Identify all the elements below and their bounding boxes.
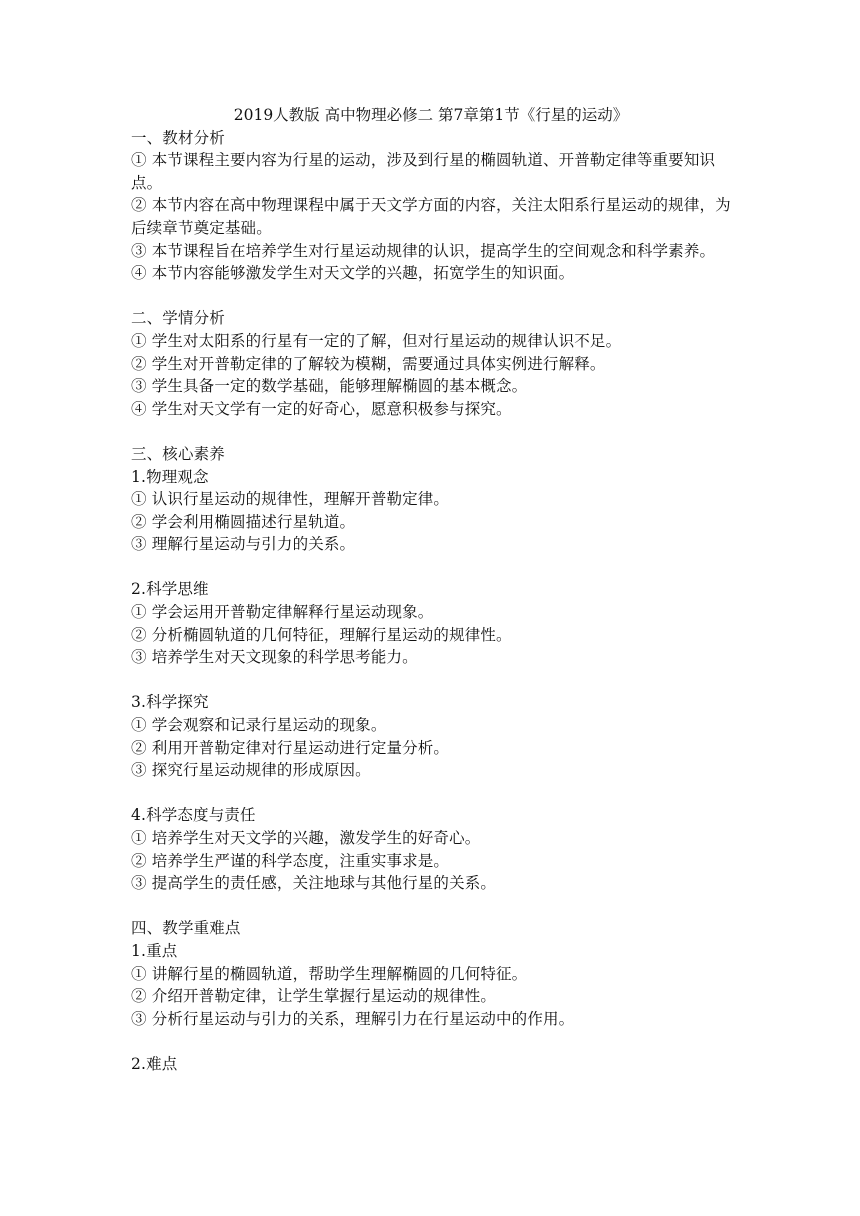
spacer <box>131 895 731 918</box>
list-item: ④ 学生对天文学有一定的好奇心，愿意积极参与探究。 <box>131 399 512 418</box>
list-item: ② 介绍开普勒定律，让学生掌握行星运动的规律性。 <box>131 987 497 1006</box>
subsection-heading: 4.科学态度与责任 <box>131 806 256 825</box>
list-item: ② 学生对开普勒定律的了解较为模糊，需要通过具体实例进行解释。 <box>131 354 606 373</box>
list-item: ① 学生对太阳系的行星有一定的了解，但对行星运动的规律认识不足。 <box>131 331 622 350</box>
list-item: ① 认识行星运动的规律性，理解开普勒定律。 <box>131 490 450 509</box>
list-item: ③ 分析行星运动与引力的关系，理解引力在行星运动中的作用。 <box>131 1009 575 1028</box>
list-item: ③ 培养学生对天文现象的科学思考能力。 <box>131 648 418 667</box>
document-title: 2019人教版 高中物理必修二 第7章第1节《行星的运动》 <box>233 106 629 124</box>
subsection-heading: 3.科学探究 <box>131 693 209 712</box>
spacer <box>131 420 731 443</box>
list-item: ④ 本节内容能够激发学生对天文学的兴趣，拓宽学生的知识面。 <box>131 264 575 283</box>
spacer <box>131 1030 731 1053</box>
spacer <box>131 782 731 805</box>
list-item: ① 讲解行星的椭圆轨道，帮助学生理解椭圆的几何特征。 <box>131 964 528 983</box>
subsection-heading: 2.科学思维 <box>131 580 209 599</box>
subsection-heading: 2.难点 <box>131 1054 178 1073</box>
list-item: ② 利用开普勒定律对行星运动进行定量分析。 <box>131 738 450 757</box>
list-item: ③ 理解行星运动与引力的关系。 <box>131 535 356 554</box>
spacer <box>131 669 731 692</box>
list-item: ① 本节课程主要内容为行星的运动，涉及到行星的椭圆轨道、开普勒定律等重要知识点。 <box>131 151 716 192</box>
list-item: ③ 探究行星运动规律的形成原因。 <box>131 761 371 780</box>
list-item: ② 培养学生严谨的科学态度，注重实事求是。 <box>131 851 450 870</box>
spacer <box>131 556 731 579</box>
section-heading-key-difficult-points: 四、教学重难点 <box>131 919 241 938</box>
subsection-heading: 1.物理观念 <box>131 467 209 486</box>
list-item: ② 分析椭圆轨道的几何特征，理解行星运动的规律性。 <box>131 625 512 644</box>
list-item: ① 学会观察和记录行星运动的现象。 <box>131 716 387 735</box>
section-heading-student-analysis: 二、学情分析 <box>131 309 225 328</box>
spacer <box>131 285 731 308</box>
list-item: ③ 本节课程旨在培养学生对行星运动规律的认识，提高学生的空间观念和科学素养。 <box>131 241 716 260</box>
section-heading-core-literacy: 三、核心素养 <box>131 444 225 463</box>
list-item: ① 学会运用开普勒定律解释行星运动现象。 <box>131 603 434 622</box>
document-body <box>131 104 731 1076</box>
list-item: ① 培养学生对天文学的兴趣，激发学生的好奇心。 <box>131 829 481 847</box>
list-item: ③ 学生具备一定的数学基础，能够理解椭圆的基本概念。 <box>131 377 528 396</box>
subsection-heading: 1.重点 <box>131 941 178 960</box>
list-item: ② 本节内容在高中物理课程中属于天文学方面的内容，关注太阳系行星运动的规律，为后续章节奠定基础。 <box>131 196 731 237</box>
list-item: ② 学会利用椭圆描述行星轨道。 <box>131 512 356 531</box>
section-heading-textbook-analysis: 一、教材分析 <box>131 128 225 147</box>
list-item: ③ 提高学生的责任感，关注地球与其他行星的关系。 <box>131 874 497 893</box>
